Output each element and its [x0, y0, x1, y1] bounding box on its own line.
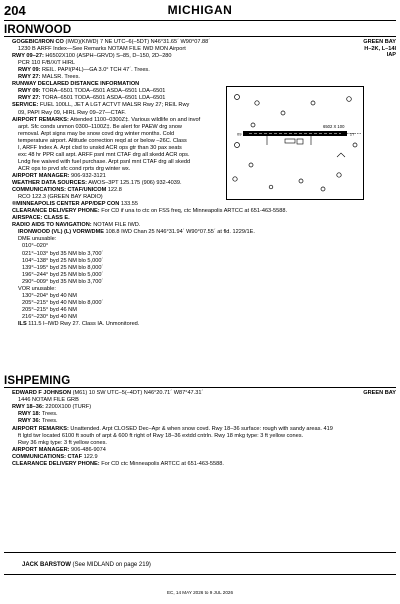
- section-rule-2: [4, 387, 396, 388]
- line-label: AIRPORT REMARKS:: [12, 116, 69, 123]
- ironwood-line: [18, 60, 75, 67]
- ironwood-line: [12, 102, 189, 109]
- header-rule: [4, 20, 396, 21]
- line-text: H6502X100 (ASPH–GRVD) S–85, D–150, 2D–280: [43, 53, 172, 60]
- ironwood-line: [18, 131, 174, 138]
- line-text: 122.8: [106, 187, 122, 194]
- line-label: CLEARANCE DELIVERY PHONE:: [12, 208, 100, 215]
- city-ironwood: IRONWOOD: [4, 24, 72, 36]
- line-text: 2200X100 (TURF): [43, 404, 92, 411]
- line-text: Trees.: [40, 418, 58, 425]
- line-text: I, ARFF Index A. Arpt clsd to unskd ACR ops gtr than 30 pax seats: [18, 144, 182, 151]
- ironwood-line: [12, 53, 172, 60]
- ishpeming-line: [18, 411, 58, 418]
- line-text: (IWD)(KIWD) 7 NE UTC–6(–5DT) N46°31.65´ W90°07.88´: [63, 39, 211, 45]
- line-text: REIL. PAPI(P4L)—GA 3.0° TCH 47´. Trees.: [40, 67, 150, 74]
- ishpeming-line: [12, 447, 106, 454]
- ironwood-line: [12, 39, 210, 46]
- airport-diagram-svg: [227, 87, 363, 199]
- line-text: 010°–020°: [22, 243, 49, 250]
- line-text: 205°–215° byd 40 NM blo 8,000´: [22, 299, 104, 306]
- effective-dates: EC, 14 MAY 2026 to 9 JUL 2026: [166, 590, 234, 595]
- ishpeming-line: [12, 454, 98, 461]
- line-text: 021°–103° byd 35 NM blo 3,700´: [22, 250, 104, 257]
- line-label: ILS: [18, 321, 27, 327]
- ironwood-line: [12, 222, 140, 229]
- ironwood-line: [18, 166, 130, 173]
- ironwood-line: [22, 307, 77, 314]
- line-text: FUEL 100LL, JET A LGT ACTVT MALSR Rwy 27; REIL Rwy: [38, 102, 190, 109]
- ironwood-line: [18, 74, 80, 81]
- line-text: removal. Arpt signs may be snow covd drg winter months. Cold: [18, 130, 175, 137]
- line-text: TORA–6501 TODA–6501 ASDA–6501 LDA–6501: [40, 88, 166, 95]
- line-text: VOR unusable:: [18, 285, 56, 292]
- ironwood-line: [18, 321, 139, 328]
- ironwood-line: [12, 180, 182, 187]
- ishpeming-line: [18, 440, 107, 447]
- ironwood-line: [12, 208, 287, 215]
- ironwood-line: [18, 236, 56, 243]
- line-text: AWOS–3PT 125.175 (906) 932-4039.: [87, 180, 182, 186]
- region-ishpeming: GREEN BAY: [363, 390, 396, 396]
- ironwood-line: [22, 243, 48, 250]
- line-text: ACR ops to prvd sfc cond rprts drg winter wx.: [18, 165, 131, 172]
- line-text: 216°–230° byd 40 NM: [22, 313, 77, 320]
- page-number: 204: [4, 3, 26, 18]
- ironwood-line: [12, 117, 200, 124]
- line-label: EDWARD F JOHNSON: [12, 390, 72, 396]
- line-label: RWY 09:: [18, 67, 41, 74]
- ironwood-line: [22, 272, 103, 279]
- chart-ref-2: IAP: [386, 52, 396, 59]
- line-text: For CD ctc Minneapolis ARTCC at 651-463-5588.: [99, 461, 224, 467]
- ironwood-line: [18, 67, 150, 74]
- ironwood-line: [18, 159, 190, 166]
- jack-barstow-entry: [22, 562, 151, 568]
- ishpeming-line: [18, 397, 79, 404]
- ishpeming-line: [12, 404, 91, 411]
- ironwood-line: [18, 88, 165, 95]
- chart-ref-1: H–2K, L–14I: [364, 45, 396, 52]
- line-label: RUNWAY DECLARED DISTANCE INFORMATION: [12, 81, 140, 88]
- region-ironwood: GREEN BAY: [363, 39, 396, 45]
- city-ishpeming: ISHPEMING: [4, 375, 71, 387]
- line-text: For CD if una to ctc on FSS freq, ctc Minneapolis ARTCC at 651-463-5588.: [99, 208, 288, 215]
- ironwood-line: [22, 265, 103, 272]
- line-text: 196°–244° byd 25 NM blo 5,000´: [22, 271, 104, 278]
- line-label: COMMUNICATIONS: CTAF: [12, 453, 83, 460]
- line-label: RWY 18:: [18, 411, 41, 418]
- ironwood-line: [18, 152, 190, 159]
- line-text: PCR 110 F/B/X/T HIRL: [18, 60, 75, 67]
- line-label: CLEARANCE DELIVERY PHONE:: [12, 461, 100, 467]
- line-label: RWY 27:: [18, 95, 41, 102]
- jack-barstow-note: (See MIDLAND on page 219): [70, 562, 151, 568]
- line-label: AIRPORT MANAGER:: [12, 172, 70, 179]
- ironwood-line: [22, 279, 103, 286]
- line-text: 906-932-3121: [69, 172, 106, 179]
- line-text: NOTAM FILE IWD.: [91, 222, 141, 229]
- line-label: IRONWOOD (VL) (L) VORW/DME: [18, 229, 104, 236]
- line-text: 111.5 I–IWD Rwy 27. Class IA. Unmonitored.: [26, 321, 140, 327]
- line-text: 1446 NOTAM FILE GRB: [18, 397, 79, 404]
- line-label: SERVICE:: [12, 102, 39, 109]
- runway-length-label: 6502 X 100: [323, 124, 345, 129]
- section-rule: [4, 36, 396, 37]
- line-text: 133.55: [119, 201, 138, 208]
- line-label: AIRPORT MANAGER:: [12, 446, 70, 453]
- ironwood-line: [18, 138, 187, 145]
- line-text: 205°–215° byd 46 NM: [22, 306, 77, 313]
- line-text: temperature airport. Altitude correction reqd at or below –26C. Class: [18, 137, 187, 144]
- line-text: RCO 122.3 (GREEN BAY RADIO): [18, 194, 103, 201]
- line-text: TORA–6501 TODA–6501 ASDA–6501 LDA–6501: [40, 95, 166, 102]
- line-label: AIRSPACE: CLASS E.: [12, 215, 70, 222]
- line-text: 130°–204° byd 40 NM: [22, 292, 77, 299]
- section-rule-4: [4, 574, 396, 575]
- line-text: 108.8 IWD Chan 25 N46°31.94´ W90°07.55´ at fld. 1229/1E.: [103, 229, 255, 236]
- ironwood-line: [18, 229, 255, 236]
- line-label: RWY 09:: [18, 88, 41, 95]
- line-label: WEATHER DATA SOURCES:: [12, 180, 87, 186]
- line-text: Unattended. Arpt CLOSED Dec–Apr & when snow covd. Rwy 18–36 surface: rough with sandy areas. 419: [68, 425, 333, 432]
- ironwood-line: [12, 201, 138, 208]
- line-text: MALSR. Trees.: [40, 74, 80, 81]
- line-label: AIRPORT REMARKS:: [12, 425, 69, 432]
- line-text: 906-486-9074: [69, 446, 106, 453]
- ironwood-line: [12, 173, 106, 180]
- ironwood-line: [12, 215, 70, 222]
- ironwood-line: [22, 258, 103, 265]
- line-text: Lndg fee waived with fuel purchase. Arpt psnl mnt CTAF drg all skedd: [18, 158, 191, 165]
- ironwood-line: [18, 145, 182, 152]
- ironwood-line: [18, 286, 56, 293]
- line-text: 1230 B ARFF Index—See Remarks NOTAM FILE IWD MON Airport: [18, 46, 186, 53]
- line-text: 139°–195° byd 25 NM blo 8,000´: [22, 264, 104, 271]
- ironwood-line: [12, 187, 122, 194]
- line-label: ®MINNEAPOLIS CENTER APP/DEP CON: [12, 201, 120, 208]
- line-text: (M61) 10 SW UTC–5(–4DT) N46°20.71´ W87°47.31´: [71, 390, 204, 396]
- ironwood-line: [18, 95, 165, 102]
- line-label: RWY 09–27:: [12, 53, 44, 60]
- airport-diagram: [226, 86, 364, 200]
- line-text: 290°–009° byd 35 NM blo 3,700´: [22, 278, 104, 285]
- ironwood-line: [12, 81, 139, 88]
- line-text: Rwy 36 mkg type: 3 ft yellow cones.: [18, 439, 107, 446]
- line-label: RWY 27:: [18, 74, 41, 81]
- line-text: Attended 1100–0300Z‡. Various wildlife on and invof: [68, 116, 201, 123]
- runway-end-27: 27: [350, 131, 355, 137]
- ironwood-line: [22, 251, 103, 258]
- ironwood-line: [18, 194, 103, 201]
- line-label: GOGEBIC/IRON CO: [12, 39, 64, 45]
- line-text: 122.9: [82, 453, 98, 460]
- ironwood-line: [18, 124, 182, 131]
- ironwood-line: [18, 46, 186, 53]
- ishpeming-line: [18, 418, 58, 425]
- line-label: RWY 36:: [18, 418, 41, 425]
- line-text: arpt. Sfc conds unmon 0300–1100Z‡. Be alert for PAEW drg snow: [18, 123, 182, 130]
- line-text: 09, PAPI Rwy 09, HIRL Rwy 09–27—CTAF.: [18, 109, 126, 116]
- ishpeming-line: [12, 461, 224, 468]
- ironwood-line: [22, 314, 77, 321]
- ishpeming-line: [12, 426, 333, 433]
- ishpeming-line: [12, 390, 203, 397]
- state-title: MICHIGAN: [167, 3, 233, 17]
- line-label: RWY 18–36:: [12, 404, 44, 411]
- line-text: Trees.: [40, 411, 58, 418]
- line-label: COMMUNICATIONS: CTAF/UNICOM: [12, 187, 107, 194]
- line-label: RADIO AIDS TO NAVIGATION:: [12, 222, 92, 229]
- ishpeming-line: [18, 433, 303, 440]
- line-text: ft lgtd twr located 6100 ft south of arpt & 600 ft right of Rwy 18–36 extdd cntrln. Rwy 18 mkg type: 3 ft yellow cones.: [18, 432, 304, 439]
- line-text: exc 48 hr PPR call arpt. ARFF psnl mnt CTAF drg all skedd ACR ops.: [18, 151, 190, 158]
- runway-end-09: 09: [237, 131, 242, 137]
- line-text: DME unusable:: [18, 236, 57, 243]
- ironwood-line: [22, 293, 77, 300]
- ironwood-line: [18, 110, 126, 117]
- jack-barstow-name: JACK BARSTOW: [22, 562, 71, 568]
- ironwood-line: [22, 300, 103, 307]
- section-rule-3: [4, 552, 396, 553]
- line-text: 104°–138° byd 25 NM blo 5,000´: [22, 257, 104, 264]
- page-header: [0, 0, 400, 20]
